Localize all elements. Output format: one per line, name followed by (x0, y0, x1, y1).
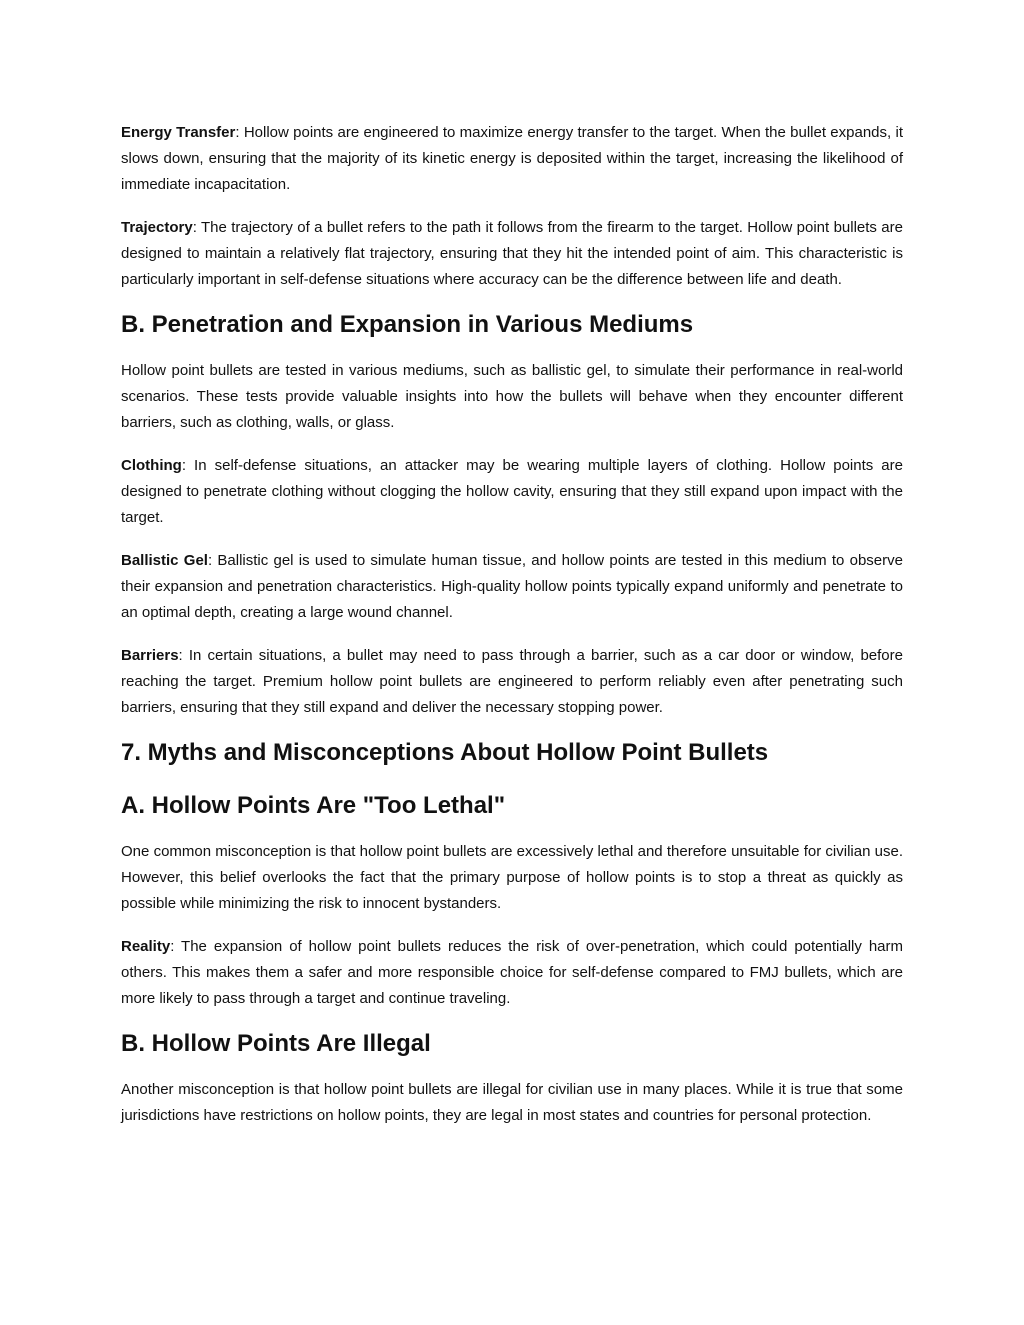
paragraph-trajectory (121, 215, 903, 293)
text-trajectory: : The trajectory of a bullet refers to the path it follows from the firearm to the target. Hollow point bullets are designed to maintain a relatively flat trajectory, ensuring that they hit the intended point of aim. This characteristic is particularly important in self-defense situations where accuracy can be the difference between life and death. (121, 219, 903, 288)
paragraph-too-lethal-intro: One common misconception is that hollow point bullets are excessively lethal and therefore unsuitable for civilian use. However, this belief overlooks the fact that the primary purpose of hollow points is to stop a threat as quickly as possible while minimizing the risk to innocent bystanders. (121, 843, 903, 912)
text-energy-transfer: : Hollow points are engineered to maximize energy transfer to the target. When the bullet expands, it slows down, ensuring that the majority of its kinetic energy is deposited within the target, increasing the likelihood of immediate incapacitation. (121, 124, 903, 193)
heading-too-lethal: A. Hollow Points Are "Too Lethal" (121, 792, 506, 819)
heading-myths-section: 7. Myths and Misconceptions About Hollow Point Bullets (121, 739, 769, 766)
heading-illegal: B. Hollow Points Are Illegal (121, 1030, 431, 1057)
paragraph-reality (121, 934, 903, 1012)
term-trajectory: Trajectory (121, 219, 193, 236)
term-ballistic-gel: Ballistic Gel (121, 552, 208, 569)
document-page (121, 120, 903, 1146)
text-clothing: : In self-defense situations, an attacker may be wearing multiple layers of clothing. Hollow points are designed to penetrate clothing without clogging the hollow cavity, ensuring that they still expand upon impact with the target. (121, 457, 903, 526)
paragraph-mediums-intro: Hollow point bullets are tested in various mediums, such as ballistic gel, to simulate their performance in real-world scenarios. These tests provide valuable insights into how the bullets will behave when they encounter different barriers, such as clothing, walls, or glass. (121, 362, 903, 431)
paragraph-ballistic-gel (121, 548, 903, 626)
heading-penetration-expansion: B. Penetration and Expansion in Various Mediums (121, 311, 694, 338)
term-reality: Reality (121, 938, 171, 955)
term-clothing: Clothing (121, 457, 182, 474)
paragraph-barriers (121, 643, 903, 721)
paragraph-illegal-intro: Another misconception is that hollow point bullets are illegal for civilian use in many places. While it is true that some jurisdictions have restrictions on hollow points, they are legal in most states and countries for personal protection. (121, 1081, 903, 1124)
text-ballistic-gel: : Ballistic gel is used to simulate human tissue, and hollow points are tested in this medium to observe their expansion and penetration characteristics. High-quality hollow points typically expand uniformly and penetrate to an optimal depth, creating a large wound channel. (121, 552, 903, 621)
text-barriers: : In certain situations, a bullet may need to pass through a barrier, such as a car door or window, before reaching the target. Premium hollow point bullets are engineered to perform reliably even after penetrating such barriers, ensuring that they still expand and deliver the necessary stopping power. (121, 647, 903, 716)
paragraph-energy-transfer (121, 120, 903, 198)
text-reality: : The expansion of hollow point bullets reduces the risk of over-penetration, which could potentially harm others. This makes them a safer and more responsible choice for self-defense compared to FMJ bullets, which are more likely to pass through a target and continue traveling. (121, 938, 903, 1007)
term-energy-transfer: Energy Transfer (121, 124, 236, 141)
paragraph-clothing (121, 453, 903, 531)
term-barriers: Barriers (121, 647, 179, 664)
